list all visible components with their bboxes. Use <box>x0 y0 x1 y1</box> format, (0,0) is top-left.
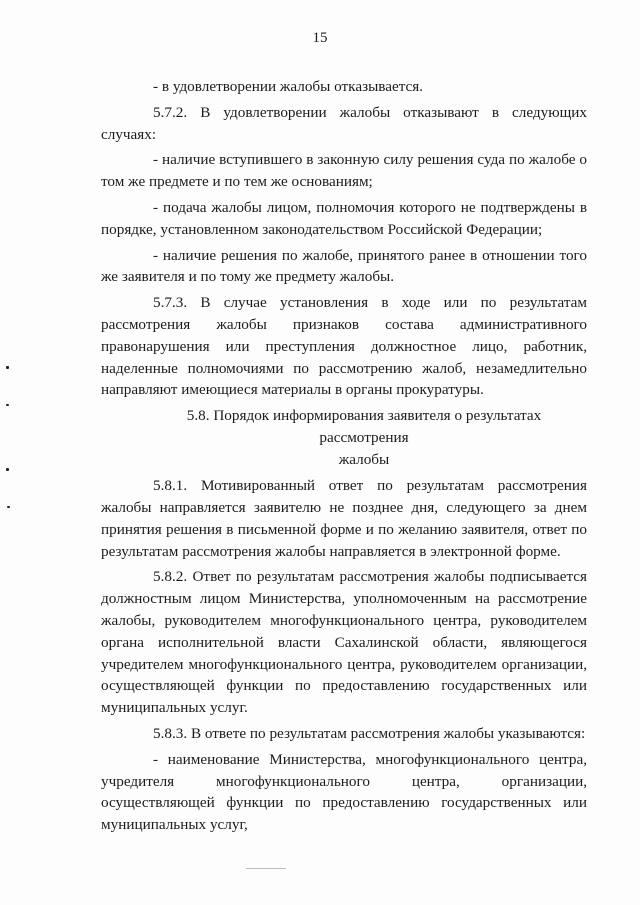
paragraph: - наименование Министерства, многофункционального центра, учредителя многофункционального центра, организации, осуществляющей функции по предоставлению государственных или муниципальных услуг, <box>101 750 587 834</box>
section-heading <box>101 405 587 471</box>
scan-mark <box>6 366 9 369</box>
section-heading-line: жалобы <box>338 451 390 469</box>
scan-speck <box>246 868 286 869</box>
scan-mark <box>7 506 10 508</box>
paragraph: - наличие вступившего в законную силу решения суда по жалобе о том же предмете и по тем же основаниям; <box>101 151 587 191</box>
paragraph: - наличие решения по жалобе, принятого ранее в отношении того же заявителя и по тому же предмету жалобы. <box>101 246 587 286</box>
paragraph: 5.7.2. В удовлетворении жалобы отказывают в следующих случаях: <box>101 103 587 143</box>
paragraph: 5.8.3. В ответе по результатам рассмотрения жалобы указываются: <box>153 724 586 742</box>
page-number: 15 <box>312 30 328 46</box>
section-heading-line: 5.8. Порядок информирования заявителя о результатах рассмотрения <box>186 407 542 447</box>
scan-mark <box>6 468 9 471</box>
paragraph: - подача жалобы лицом, полномочия которого не подтверждены в порядке, установленном законодательством Российской Федерации; <box>101 198 587 238</box>
paragraph: 5.8.1. Мотивированный ответ по результатам рассмотрения жалобы направляется заявителю не позднее дня, следующего за днем принятия решения в письменной форме и по желанию заявителя, ответ по результатам рассмотрения жалобы направляется в электронной форме. <box>101 477 587 560</box>
paragraph: 5.7.3. В случае установления в ходе или по результатам рассмотрения жалобы признаков состава административного правонарушения или преступления должностное лицо, работник, наделенные полномочиями по рассмотрению жалоб, незамедлительно направляют имеющиеся материалы в органы прокуратуры. <box>101 294 587 399</box>
scan-mark <box>6 404 9 406</box>
paragraph: 5.8.2. Ответ по результатам рассмотрения жалобы подписывается должностным лицом Министерства, уполномоченным на рассмотрение жалобы, руководителем многофункционального центра, руководителем органа исполнительной власти Сахалинской области, являющегося учредителем многофункционального центра, руководителем организации, осуществляющей функции по предоставлению государственных или муниципальных услуг. <box>101 568 587 717</box>
document-body <box>101 76 587 840</box>
paragraph: - в удовлетворении жалобы отказывается. <box>153 78 424 95</box>
